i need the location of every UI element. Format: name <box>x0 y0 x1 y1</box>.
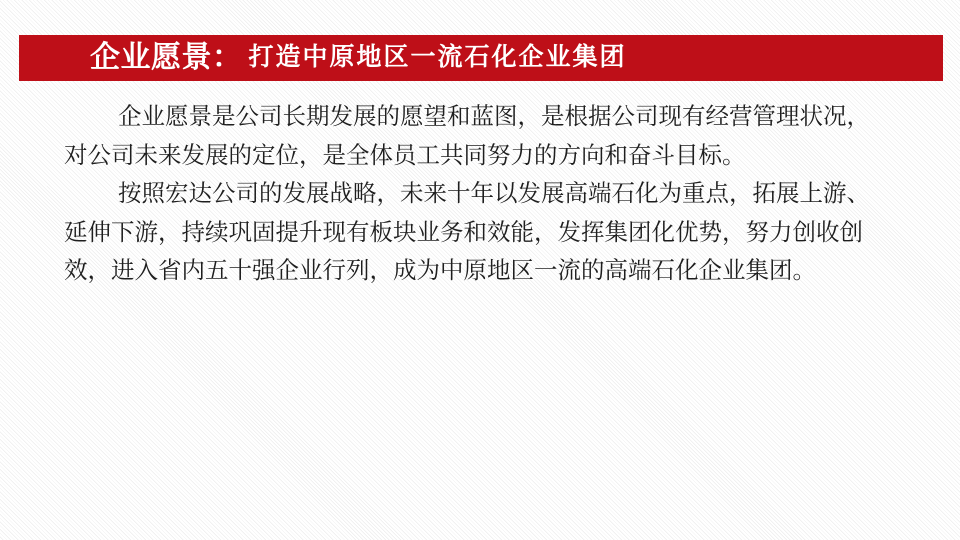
body-line: 延伸下游，持续巩固提升现有板块业务和效能，发挥集团化优势，努力创收创 <box>64 218 863 245</box>
body-line: 按照宏达公司的发展战略，未来十年以发展高端石化为重点，拓展上游、 <box>118 180 870 206</box>
title-text: 打造中原地区一流石化企业集团 <box>248 43 627 71</box>
body-line: 效，进入省内五十强企业行列，成为中原地区一流的高端石化企业集团。 <box>64 257 816 283</box>
body-line: 对公司未来发展的定位，是全体员工共同努力的方向和奋斗目标。 <box>64 141 746 168</box>
title-prefix: 企业愿景： <box>90 41 243 74</box>
body-line: 企业愿景是公司长期发展的愿望和蓝图，是根据公司现有经营管理状况， <box>118 103 870 129</box>
slide-title-bar <box>19 35 943 81</box>
body-text-block <box>64 97 924 290</box>
